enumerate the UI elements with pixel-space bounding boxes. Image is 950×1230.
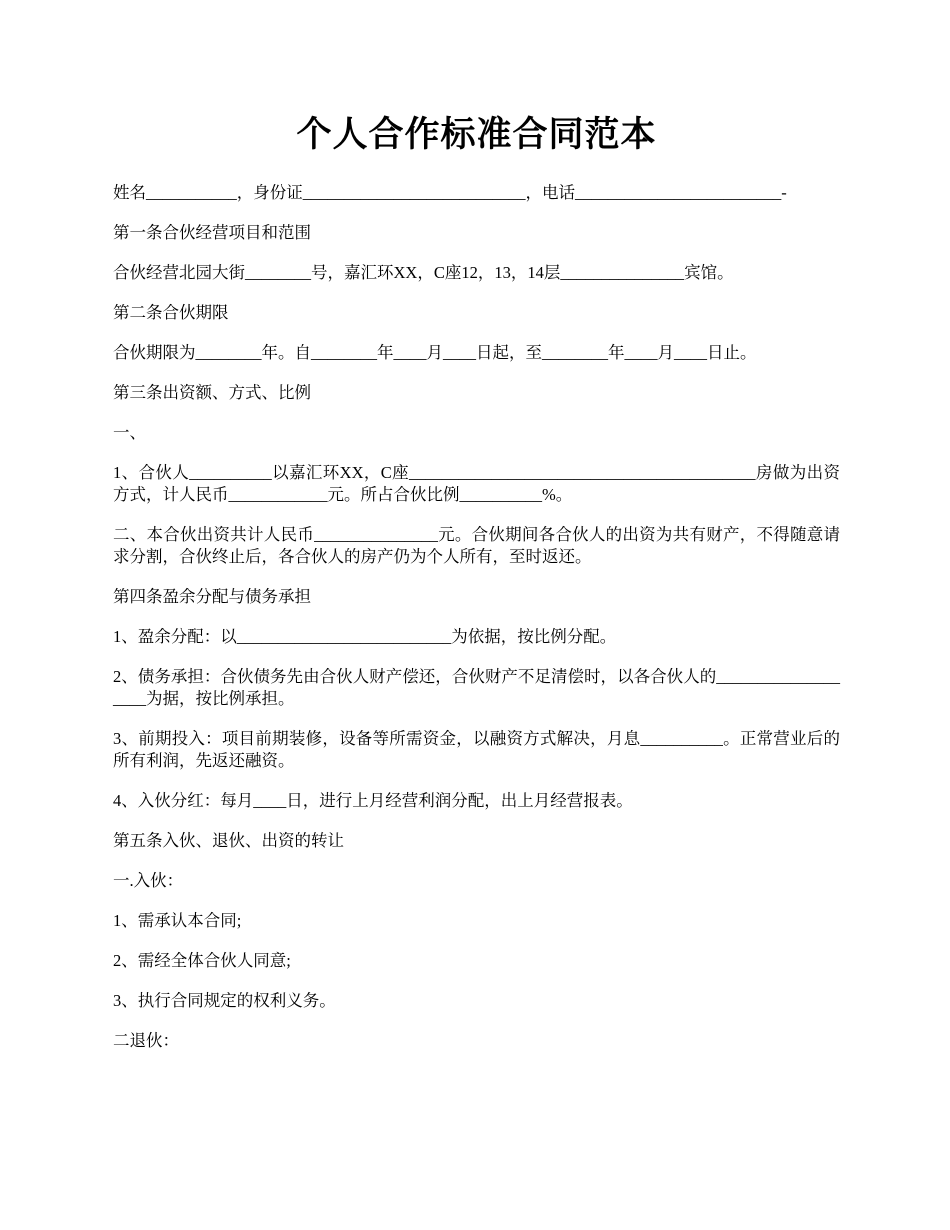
party-info-line: 姓名___________，身份证___________________________，电话_________________________- bbox=[113, 183, 787, 202]
article-3-item-1: 1、合伙人__________以嘉汇环XX，C座__________________________________________房做为出资方式，计人民币____________元。所占合伙比例__________%。 bbox=[113, 463, 840, 504]
article-2-heading: 第二条合伙期限 bbox=[113, 303, 229, 322]
article-4-item-1: 1、盈余分配：以__________________________为依据，按比例分配。 bbox=[113, 627, 617, 646]
article-4-item-3: 3、前期投入：项目前期装修，设备等所需资金，以融资方式解决，月息__________。正常营业后的所有利润，先返还融资。 bbox=[113, 729, 840, 770]
document-title: 个人合作标准合同范本 bbox=[296, 114, 657, 155]
article-5-section-2-label: 二退伙： bbox=[113, 1031, 179, 1050]
article-5-heading: 第五条入伙、退伙、出资的转让 bbox=[113, 831, 344, 850]
article-1-text: 合伙经营北园大街________号，嘉汇环XX，C座12，13，14层_______________宾馆。 bbox=[113, 263, 734, 282]
article-5-item-2: 2、需经全体合伙人同意; bbox=[113, 951, 291, 970]
article-3-section-1-label: 一、 bbox=[113, 423, 146, 442]
article-2-text: 合伙期限为________年。自________年____月____日起，至________年____月____日止。 bbox=[113, 343, 757, 362]
article-4-heading: 第四条盈余分配与债务承担 bbox=[113, 587, 311, 606]
article-1-heading: 第一条合伙经营项目和范围 bbox=[113, 223, 311, 242]
document-page bbox=[113, 110, 840, 1070]
article-5-item-3: 3、执行合同规定的权利义务。 bbox=[113, 991, 336, 1010]
article-5-section-1-label: 一.入伙： bbox=[113, 871, 184, 890]
article-4-item-4: 4、入伙分红：每月____日，进行上月经营利润分配，出上月经营报表。 bbox=[113, 791, 633, 810]
article-3-section-2: 二、本合伙出资共计人民币_______________元。合伙期间各合伙人的出资为共有财产，不得随意请求分割，合伙终止后，各合伙人的房产仍为个人所有，至时返还。 bbox=[113, 525, 840, 566]
article-5-item-1: 1、需承认本合同; bbox=[113, 911, 242, 930]
article-4-item-2: 2、债务承担：合伙债务先由合伙人财产偿还，合伙财产不足清偿时，以各合伙人的___________________为据，按比例承担。 bbox=[113, 667, 840, 708]
article-3-heading: 第三条出资额、方式、比例 bbox=[113, 383, 311, 402]
